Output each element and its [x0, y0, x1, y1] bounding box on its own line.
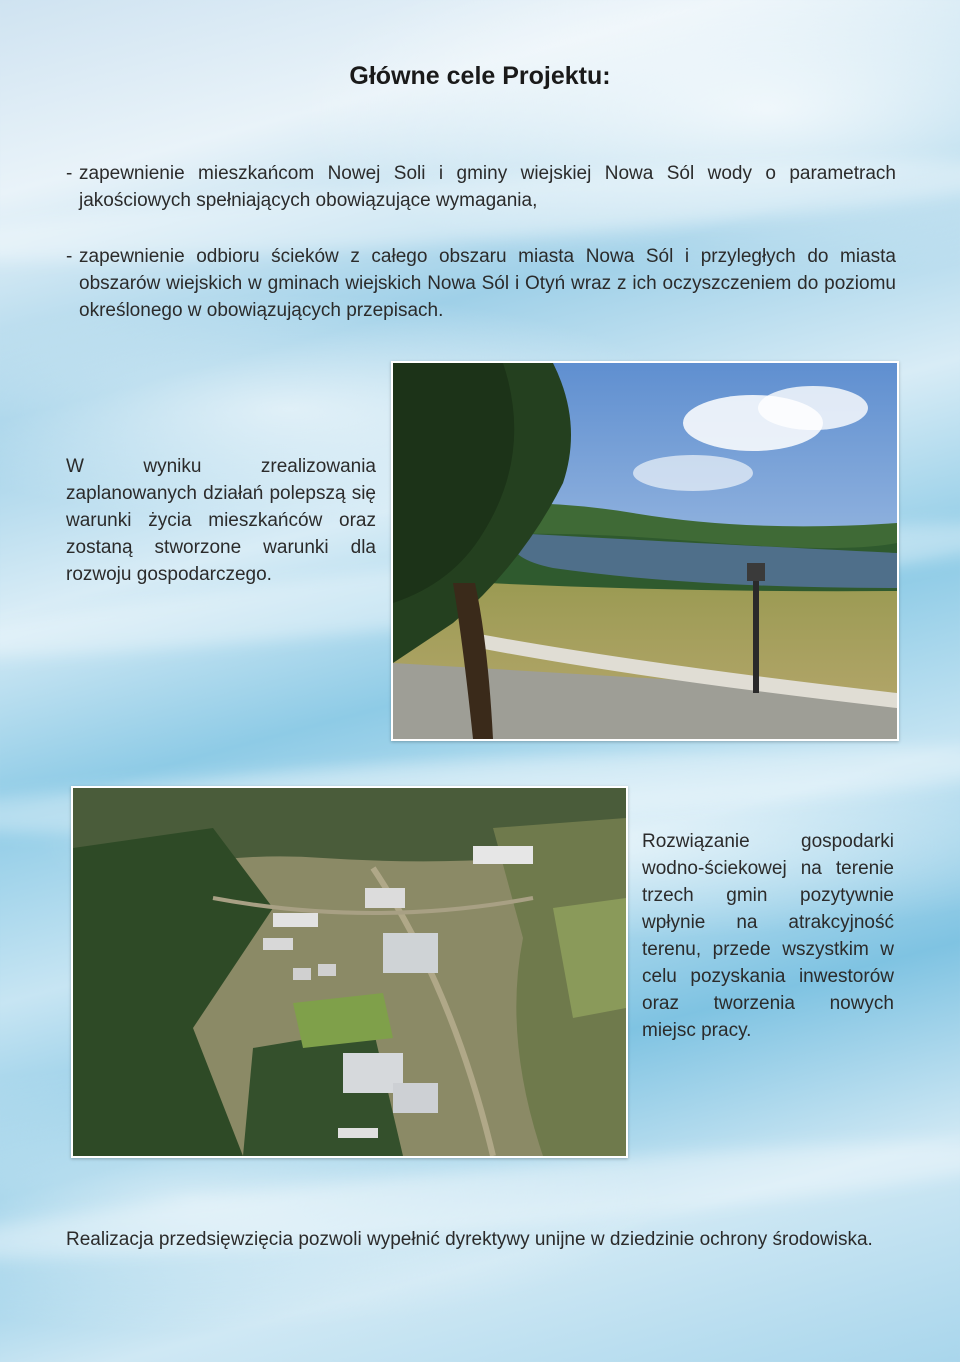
paragraph-living-conditions: W wyniku zrealizowania zaplanowanych działań polepszą się warunki życia mieszkańców oraz zostaną stworzone warunki dla rozwoju gospodarczego.: [66, 456, 376, 585]
aerial-scene-illustration: [73, 788, 626, 1156]
goal-item-1: [66, 160, 896, 214]
goal-text-2: zapewnienie odbioru ścieków z całego obszaru miasta Nowa Sól i przyległych do miasta obszarów wiejskich w gminach wiejskich Nowa Sól i Otyń wraz z ich oczyszczeniem do poziomu określonego w obowiązujących przepisach.: [79, 246, 896, 321]
river-promenade-photo: [391, 361, 899, 741]
river-scene-illustration: [393, 363, 897, 739]
paragraph-eu-directives: Realizacja przedsięwzięcia pozwoli wypełnić dyrektywy unijne w dziedzinie ochrony środowiska.: [66, 1229, 873, 1250]
page-title: Główne cele Projektu:: [349, 62, 611, 90]
bullet-marker: -: [66, 246, 73, 267]
goal-item-2: [66, 243, 896, 324]
bullet-marker: -: [66, 163, 73, 184]
goal-text-1: zapewnienie mieszkańcom Nowej Soli i gminy wiejskiej Nowa Sól wody o parametrach jakościowych spełniających obowiązujące wymagania,: [79, 163, 896, 211]
aerial-industrial-zone-photo: [71, 786, 628, 1158]
paragraph-attractiveness: Rozwiązanie gospodarki wodno-ściekowej na terenie trzech gmin pozytywnie wpłynie na atrakcyjność terenu, przede wszystkim w celu pozyskania inwestorów oraz tworzenia nowych miejsc pracy.: [642, 831, 894, 1041]
